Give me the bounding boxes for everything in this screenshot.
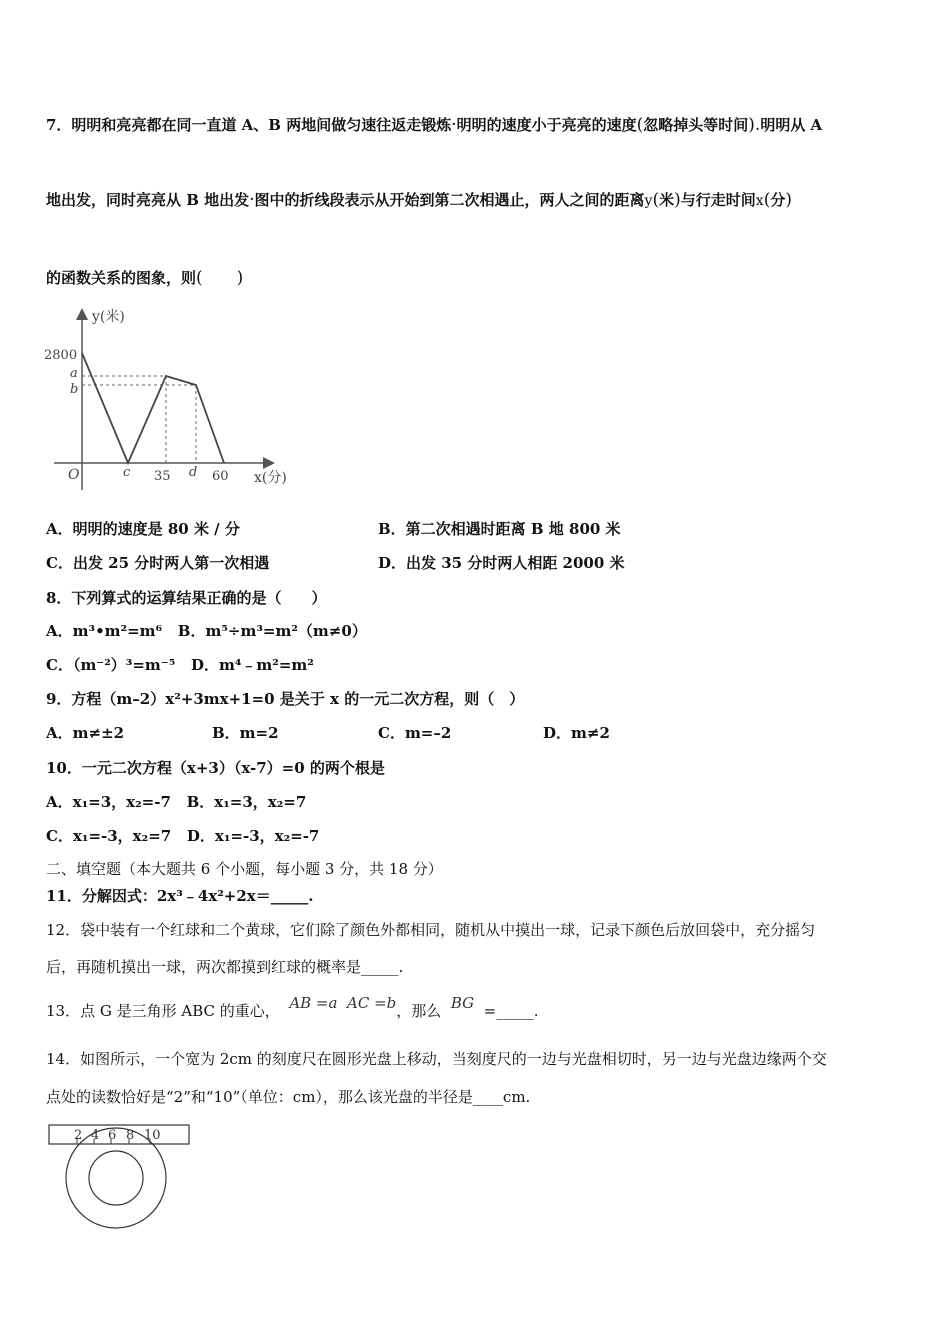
q14-disc-inner bbox=[89, 1151, 143, 1205]
q7-line-1: 7．明明和亮亮都在同一直道 A、B 两地间做匀速往返走锻炼·明明的速度小于亮亮的速度(忽略掉头等时间).明明从 A bbox=[46, 115, 823, 135]
q14-line-2: 点处的读数恰好是“2”和“10”（单位：cm），那么该光盘的半径是____cm. bbox=[46, 1088, 531, 1106]
q13-vector-ab: AB =a bbox=[289, 994, 338, 1012]
q10-options-row-1 bbox=[46, 791, 306, 812]
q7-option-b: B．第二次相遇时距离 B 地 800 米 bbox=[378, 520, 621, 538]
q7-text: 图中的折线段表示从开始到第二次相遇止，两人之间的距离 bbox=[254, 191, 645, 209]
q14-disc-outer bbox=[66, 1128, 166, 1228]
q8-options-row-1 bbox=[46, 620, 367, 641]
q9-option-a: A．m≠±2 bbox=[46, 724, 125, 742]
q7-graph-y-label: y(米) bbox=[92, 309, 125, 325]
q8-option-b: B．m⁵÷m³=m²（m≠0） bbox=[177, 622, 367, 640]
q7-graph-x-tick: c bbox=[123, 465, 131, 480]
q10-option-b: B．x₁=3，x₂=7 bbox=[186, 793, 307, 811]
q8-stem: 8．下列算式的运算结果正确的是（ ） bbox=[46, 589, 327, 607]
q7-graph-y-tick: b bbox=[70, 382, 79, 397]
q10-options-row-2 bbox=[46, 825, 319, 846]
q7-text: 7．明明和亮亮都在同一直道 A、B 两地间做匀速往返走锻炼 bbox=[46, 116, 452, 134]
q7-graph-y-tick: a bbox=[70, 366, 78, 381]
q7-text: 地出发，同时亮亮从 B 地出发 bbox=[46, 191, 250, 209]
q7-graph bbox=[44, 305, 314, 505]
q13-vector-bg: BG bbox=[450, 994, 475, 1012]
q10-option-d: D．x₁=-3，x₂=-7 bbox=[186, 827, 320, 845]
q14-ruler-label: 4 bbox=[91, 1128, 100, 1143]
q8-option-d: D．m⁴﹣m²=m² bbox=[190, 656, 314, 674]
q7-text: 米 bbox=[659, 191, 675, 209]
q10-option-c: C．x₁=-3，x₂=7 bbox=[46, 827, 172, 845]
q13-text-b: ，那么 bbox=[396, 1002, 442, 1020]
q7-line-2: 地出发，同时亮亮从 B 地出发·图中的折线段表示从开始到第二次相遇止，两人之间的距离y(米)与行走时间x(分) bbox=[46, 190, 792, 210]
q7-graph-x-tick: 35 bbox=[154, 469, 171, 484]
q8-option-c: C．（m⁻²）³=m⁻⁵ bbox=[46, 656, 176, 674]
q7-graph-x-label: x(分) bbox=[254, 470, 287, 486]
q8-options-row-2 bbox=[46, 654, 314, 675]
q7-text: 与行走时间 bbox=[680, 191, 756, 209]
q7-graph-origin: O bbox=[68, 467, 80, 483]
q7-text: 明明的速度小于亮亮的速度 bbox=[456, 116, 637, 134]
q7-text: 的函数关系的图象，则 bbox=[46, 269, 197, 287]
q9-option-c: C．m=–2 bbox=[378, 724, 452, 742]
q14-ruler-label: 2 bbox=[74, 1128, 83, 1143]
q7-text: 明明从 A bbox=[760, 116, 823, 134]
q14-ruler-label: 8 bbox=[126, 1128, 135, 1143]
q7-option-a: A．明明的速度是 80 米 / 分 bbox=[46, 520, 240, 538]
q13-line bbox=[46, 994, 539, 1021]
q14-line-1: 14．如图所示，一个宽为 2cm 的刻度尺在圆形光盘上移动，当刻度尺的一边与光盘相切时，另一边与光盘边缘两个交 bbox=[46, 1050, 827, 1068]
q14-ruler-label: 6 bbox=[108, 1128, 117, 1143]
q9-option-b: B．m=2 bbox=[212, 724, 279, 742]
q7-text: 忽略掉头等时间 bbox=[643, 116, 749, 134]
q7-options-row-1 bbox=[46, 518, 240, 539]
q9-stem: 9．方程（m–2）x²+3mx+1=0 是关于 x 的一元二次方程，则（ ） bbox=[46, 690, 525, 708]
q14-ruler-label: 10 bbox=[144, 1128, 161, 1143]
q7-var-x: x bbox=[755, 193, 764, 209]
q10-option-a: A．x₁=3，x₂=-7 bbox=[46, 793, 171, 811]
q12-line-2: 后，再随机摸出一球，两次都摸到红球的概率是_____. bbox=[46, 958, 404, 976]
q13-text-c: =_____. bbox=[483, 1002, 539, 1020]
q7-var-y: y bbox=[644, 193, 653, 209]
q13-text-a: 13．点 G 是三角形 ABC 的重心， bbox=[46, 1002, 280, 1020]
q7-graph-x-tick: d bbox=[189, 465, 198, 480]
q7-text: 分 bbox=[770, 191, 786, 209]
q9-option-d: D．m≠2 bbox=[543, 724, 610, 742]
q12-line-1: 12．袋中装有一个红球和二个黄球，它们除了颜色外都相同，随机从中摸出一球，记录下颜色后放回袋中，充分摇匀 bbox=[46, 921, 816, 939]
q7-option-d: D．出发 35 分时两人相距 2000 米 bbox=[378, 554, 625, 572]
q8-option-a: A．m³•m²=m⁶ bbox=[46, 622, 163, 640]
q7-option-c: C．出发 25 分时两人第一次相遇 bbox=[46, 554, 270, 572]
q10-stem: 10．一元二次方程（x+3）（x-7）=0 的两个根是 bbox=[46, 759, 385, 777]
section-2-title: 二、填空题（本大题共 6 个小题，每小题 3 分，共 18 分） bbox=[46, 860, 443, 878]
q7-graph-x-tick: 60 bbox=[212, 469, 229, 484]
q13-vector-ac: AC =b bbox=[347, 994, 397, 1012]
q14-figure bbox=[46, 1122, 206, 1252]
q7-graph-polyline bbox=[82, 353, 224, 463]
q7-line-3: 的函数关系的图象，则( ) bbox=[46, 268, 244, 288]
q7-graph-y-tick: 2800 bbox=[44, 348, 78, 363]
q11-text: 11．分解因式：2x³﹣4x²+2x＝_____. bbox=[46, 887, 314, 905]
